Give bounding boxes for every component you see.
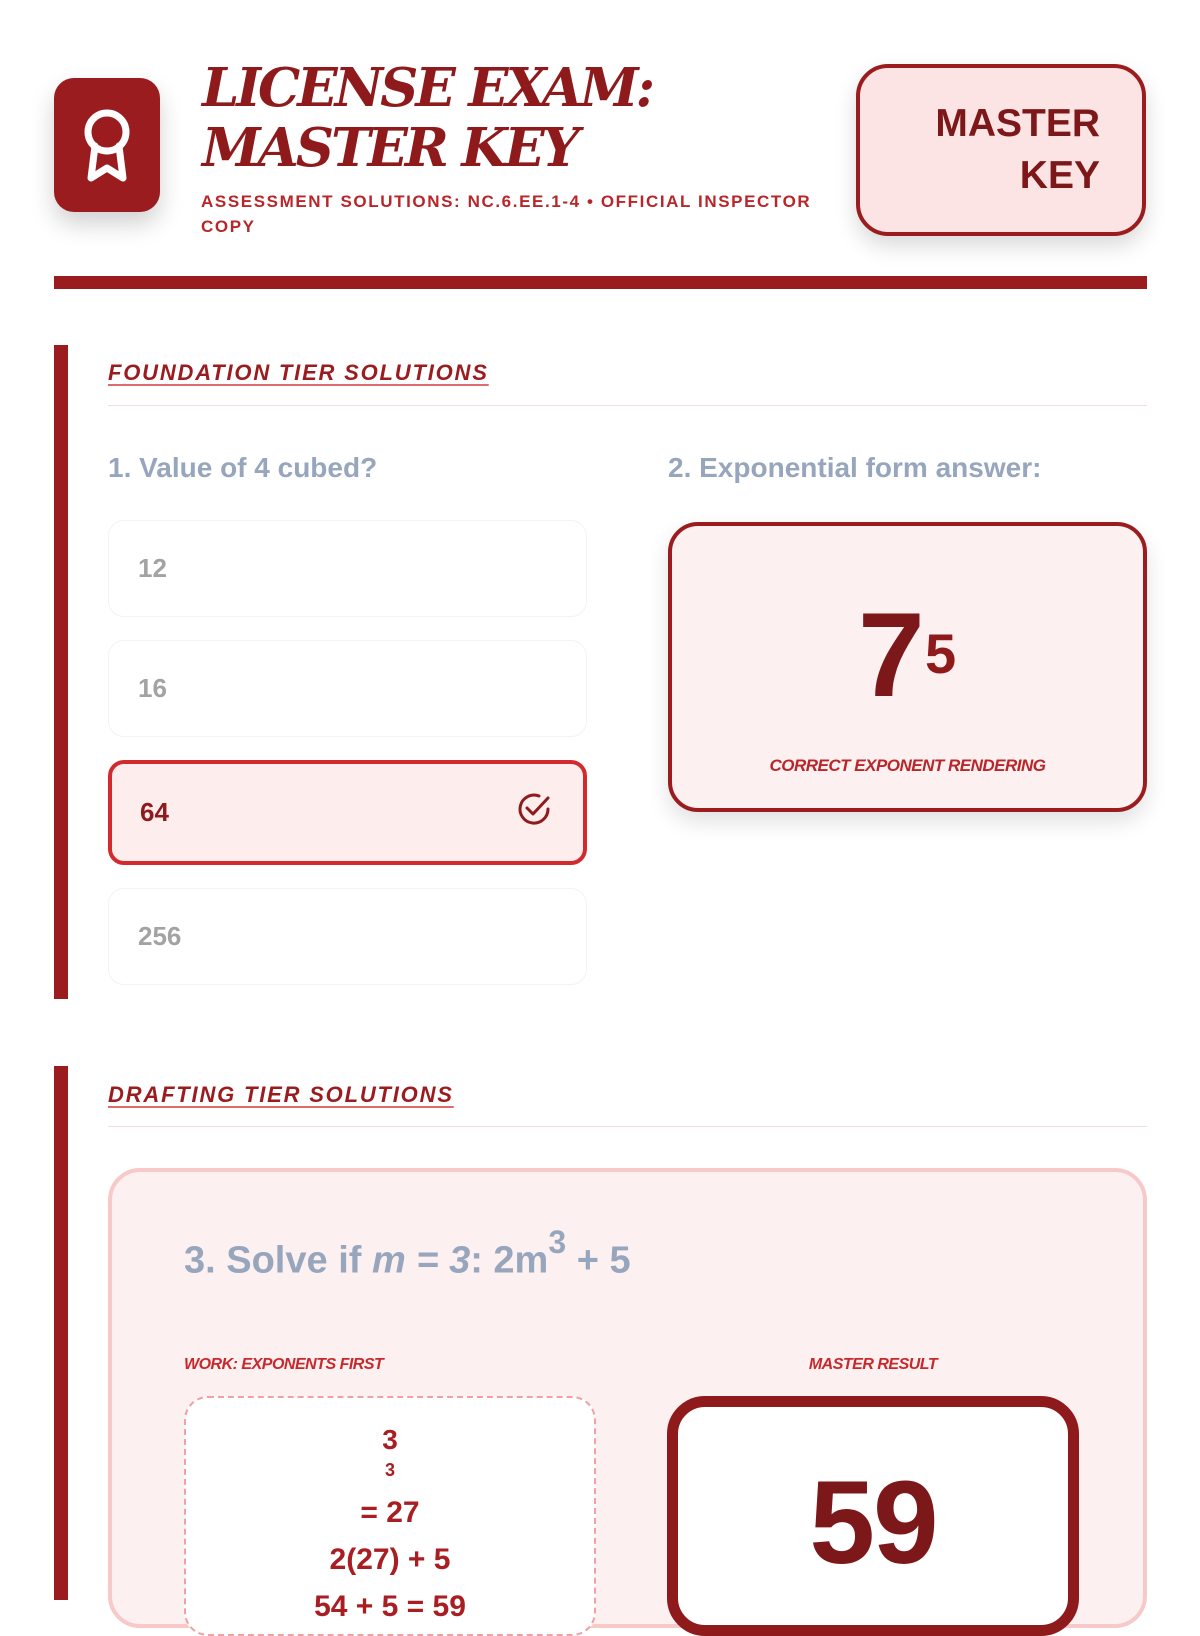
work-label: WORK: EXPONENTS FIRST	[184, 1356, 384, 1373]
foundation-section-bar	[54, 345, 68, 999]
option-label: 12	[138, 553, 167, 583]
master-result-value: 59	[809, 1457, 937, 1589]
exponent-power: 5	[925, 622, 957, 685]
foundation-heading: FOUNDATION TIER SOLUTIONS	[108, 360, 489, 385]
given-value: m = 3	[371, 1239, 471, 1282]
exponent-answer-card	[668, 522, 1147, 812]
option-label: 64	[140, 797, 169, 827]
answer-option-16[interactable]	[108, 640, 587, 737]
question-2-prompt: 2. Exponential form answer:	[668, 452, 1042, 483]
work-line: 3	[382, 1424, 398, 1455]
page-title: LICENSE EXAM: MASTER KEY	[202, 57, 653, 179]
answer-option-64-correct[interactable]	[108, 760, 587, 865]
work-box	[184, 1396, 596, 1636]
result-label: MASTER RESULT	[808, 1356, 938, 1373]
work-line: 2(27) + 5	[329, 1543, 451, 1576]
option-label: 256	[138, 921, 182, 951]
question-3-prompt: 3. Solve if m = 3: $2m^3 + 5$	[184, 1224, 631, 1282]
question-1-prompt: 1. Value of 4 cubed?	[108, 452, 378, 483]
exponent-base: 7	[858, 588, 921, 722]
badge-label: MASTER KEY	[935, 102, 1100, 197]
header-divider	[54, 276, 1147, 289]
work-line: 3	[384, 1460, 395, 1480]
master-result-box	[667, 1396, 1079, 1636]
page-subtitle: ASSESSMENT SOLUTIONS: NC.6.EE.1-4 • OFFICIAL INSPECTOR COPY	[201, 192, 812, 236]
award-ribbon-icon	[54, 78, 160, 212]
work-line: 54 + 5 = 59	[314, 1590, 466, 1623]
option-label: 16	[138, 673, 167, 703]
drafting-divider	[108, 1126, 1147, 1127]
foundation-divider	[108, 405, 1147, 406]
question-3-card	[108, 1168, 1147, 1628]
master-key-badge	[856, 64, 1146, 236]
drafting-heading: DRAFTING TIER SOLUTIONS	[108, 1082, 454, 1107]
answer-option-256[interactable]	[108, 888, 587, 985]
exponent-caption: CORRECT EXPONENT RENDERING	[769, 756, 1046, 775]
answer-option-12[interactable]	[108, 520, 587, 617]
drafting-section-bar	[54, 1066, 68, 1600]
work-line: = 27	[360, 1496, 420, 1529]
check-circle-icon	[515, 790, 553, 835]
expression-power: 3	[548, 1224, 567, 1260]
